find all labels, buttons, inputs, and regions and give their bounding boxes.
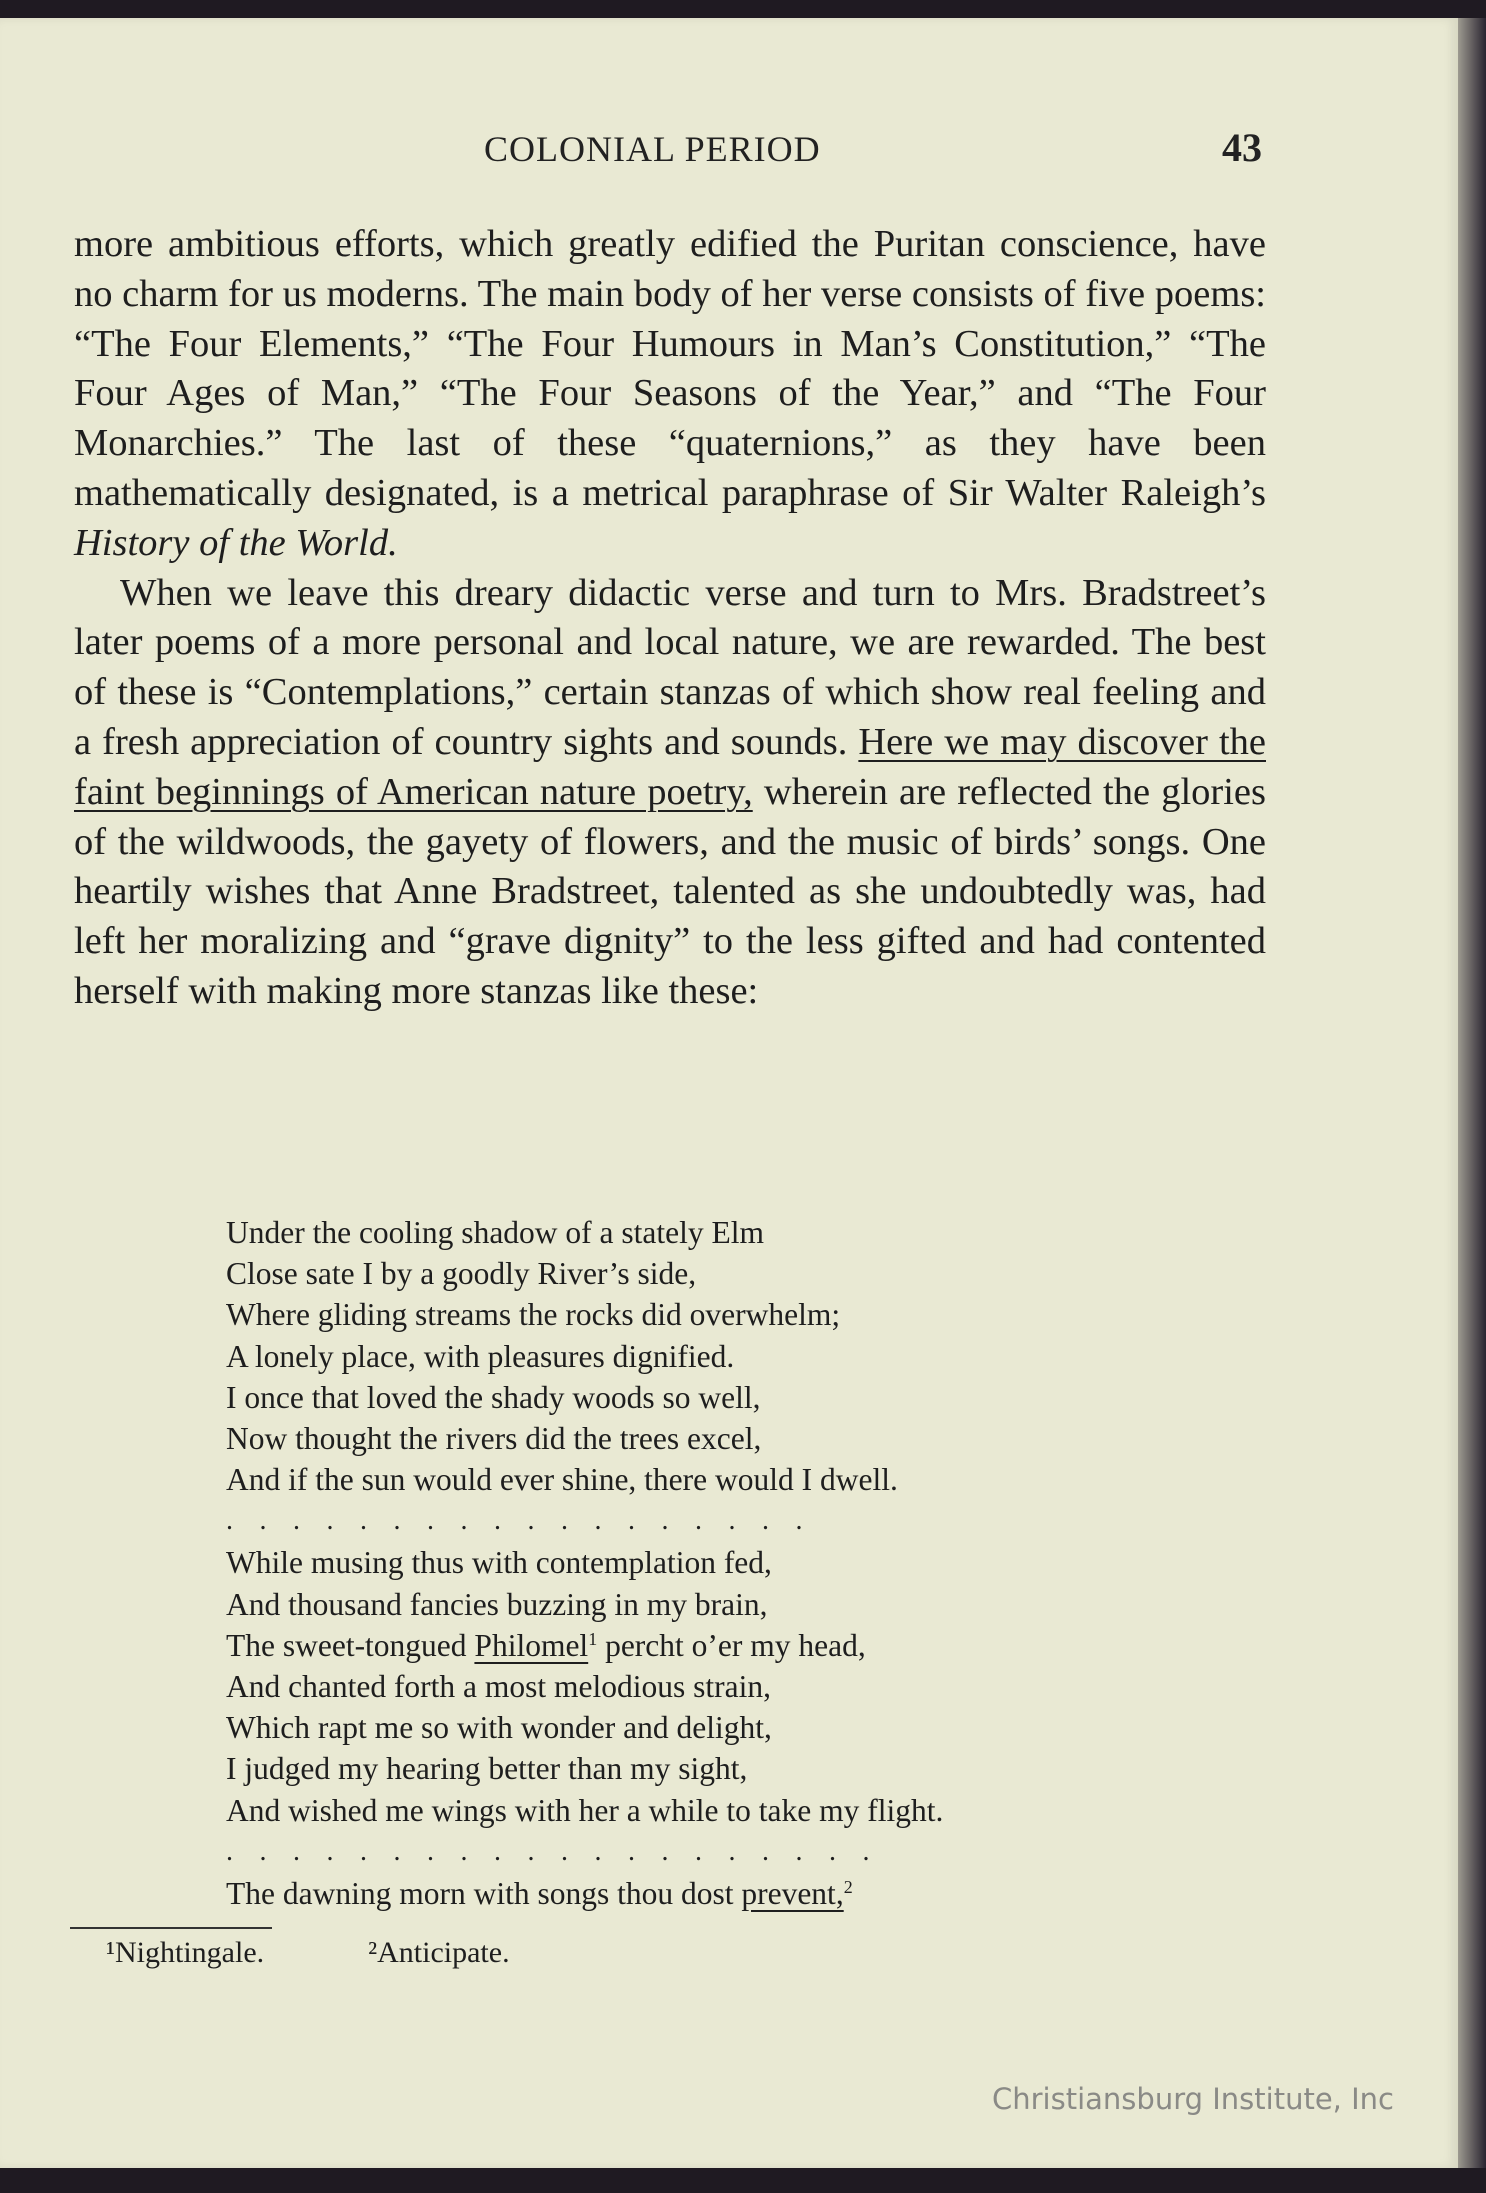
poem-line: Which rapt me so with wonder and delight, <box>226 1710 772 1746</box>
footnote-ref: 2 <box>843 1876 853 1897</box>
poem-line: Now thought the rivers did the trees excel, <box>226 1421 762 1457</box>
page-edge <box>1458 18 1486 2168</box>
paragraph-2 <box>74 569 1266 1017</box>
footnote-1: ¹Nightingale. <box>106 1936 265 1969</box>
poem-line: A lonely place, with pleasures dignified. <box>226 1338 735 1374</box>
poem-line: I once that loved the shady woods so well, <box>226 1379 761 1415</box>
underlined-word: prevent, <box>741 1875 844 1911</box>
ellipsis-row: . . . . . . . . . . . . . . . . . . . . <box>226 1835 870 1867</box>
footnotes <box>106 1936 510 1970</box>
poem-line: And wished me wings with her a while to take my flight. <box>226 1792 944 1828</box>
running-head: COLONIAL PERIOD <box>484 129 821 169</box>
paragraph-1 <box>74 220 1266 569</box>
body-text <box>74 220 1266 1017</box>
paragraph-1-text: more ambitious efforts, which greatly edified the Puritan conscience, have no charm for us moderns. The main body of her verse consists of five poems: “The Four Elements,” “The Four Humours in Man’s Constitution,” “The Four Ages of Man,” “The Four Seasons of the Year,” and “The Four Monarchies.” The last of these “quaternions,” as they have been mathematically designated, is a metrical paraphrase of Sir Walter Raleigh’s <box>74 223 1266 514</box>
footnote-divider <box>70 1927 272 1929</box>
page-number: 43 <box>1222 125 1262 170</box>
poem-line <box>226 1873 1226 1914</box>
paragraph-2-text-a: When we leave this dreary didactic verse and turn to Mrs. Bradstreet’s later poems of a more personal and local nature, we are rewarded. The best of these is “Contemplations,” certain stanzas of which show real feeling and a fresh appreciation of country sights and sounds. <box>74 571 1266 763</box>
poem-line: While musing thus with contemplation fed, <box>226 1545 772 1581</box>
footnote-2: ²Anticipate. <box>368 1936 510 1969</box>
paragraph-2-text-b: wherein are reflected the glories of the wildwoods, the gayety of flowers, and the music of birds’ songs. One heartily wishes that Anne Bradstreet, talented as she undoubtedly was, had left her moralizing and “grave dignity” to the less gifted and had contented herself with making more stanzas like these: <box>74 770 1266 1012</box>
book-title: History of the World. <box>74 521 398 564</box>
poem-line <box>226 1625 1226 1666</box>
poem-excerpt <box>226 1212 1226 1914</box>
poem-line: And if the sun would ever shine, there would I dwell. <box>226 1462 898 1498</box>
poem-line: And thousand fancies buzzing in my brain, <box>226 1586 768 1622</box>
poem-line-part: percht o’er my head, <box>597 1627 866 1663</box>
poem-line: Close sate I by a goodly River’s side, <box>226 1256 697 1292</box>
underlined-passage: Here we may discover the faint beginnings of American nature poetry, <box>74 720 1266 813</box>
ellipsis-row: . . . . . . . . . . . . . . . . . . <box>226 1505 803 1537</box>
watermark: Christiansburg Institute, Inc <box>992 2082 1394 2116</box>
poem-line-part: The dawning morn with songs thou dost <box>226 1875 742 1911</box>
poem-line-part: The sweet-tongued <box>226 1627 475 1663</box>
poem-line: I judged my hearing better than my sight, <box>226 1751 748 1787</box>
poem-line: Where gliding streams the rocks did overwhelm; <box>226 1297 841 1333</box>
poem-line: And chanted forth a most melodious strain, <box>226 1669 772 1705</box>
underlined-word: Philomel <box>474 1627 589 1663</box>
poem-line: Under the cooling shadow of a stately Elm <box>226 1215 764 1250</box>
footnote-ref: 1 <box>588 1628 598 1649</box>
